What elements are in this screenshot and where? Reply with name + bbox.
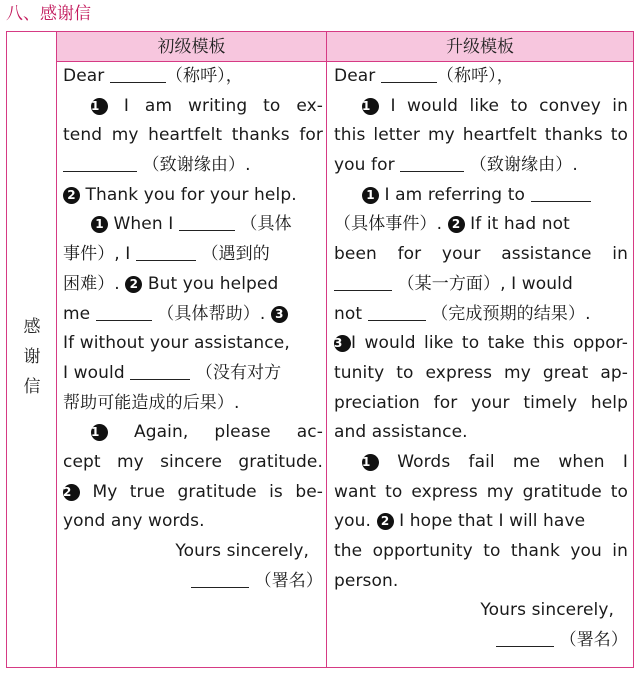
text-line: 1 I am writing to ex- — [91, 95, 323, 116]
text-line: If without your assistance, — [63, 333, 290, 354]
text-line: I would （没有对方 — [63, 362, 282, 383]
text-line: not （完成预期的结果）. — [334, 303, 591, 324]
fill-blank — [334, 272, 392, 291]
number-badge: 1 — [362, 187, 379, 204]
text-line: been for your assistance in — [334, 244, 628, 265]
text-line: （具体事件）. 2 If it had not — [334, 214, 570, 235]
text-line: 2 My true gratitude is be- — [63, 481, 323, 502]
number-badge: 2 — [448, 216, 465, 233]
number-badge: 2 — [377, 513, 394, 530]
text-line: Dear （称呼）， — [63, 66, 243, 86]
fill-blank — [130, 361, 190, 380]
number-badge: 3 — [271, 306, 288, 323]
text-line: preciation for your timely help — [334, 392, 628, 413]
section-title: 八、感谢信 — [6, 4, 91, 24]
closing-line: Yours sincerely, — [175, 541, 309, 561]
signature-line: （署名） — [334, 626, 628, 656]
text-line: （某一方面）, I would — [334, 270, 628, 300]
text-line: 困难）. 2 But you helped — [63, 273, 279, 294]
fill-blank — [136, 242, 196, 261]
fill-blank — [400, 153, 464, 172]
text-line: 帮助可能造成的后果）. — [63, 392, 240, 413]
text-line: Dear （称呼）， — [334, 66, 514, 86]
text-line: 2 Thank you for your help. — [63, 181, 323, 211]
basic-template-body — [63, 62, 323, 596]
text-line: yond any words. — [63, 511, 205, 532]
text-line: tend my heartfelt thanks for — [63, 125, 323, 146]
text-line: you for （致谢缘由）. — [334, 155, 578, 176]
side-label-char: 谢 — [23, 347, 41, 367]
header-advanced: 升级模板 — [327, 32, 633, 62]
side-column — [7, 32, 57, 667]
text-line: want to express my gratitude to — [334, 481, 628, 502]
text-line: 事件）, I （遇到的 — [63, 244, 270, 265]
text-line: （致谢缘由）. — [63, 151, 323, 181]
text-line: 1 I would like to convey in — [362, 95, 628, 116]
side-label-char: 信 — [23, 377, 41, 397]
number-badge: 2 — [63, 484, 80, 501]
text-line: and assistance. — [334, 422, 468, 443]
fill-blank — [110, 64, 166, 83]
text-line: me （具体帮助）. 3 — [63, 300, 323, 330]
text-line: this letter my heartfelt thanks to — [334, 125, 628, 146]
signature-line: （署名） — [63, 567, 323, 597]
number-badge: 1 — [91, 98, 108, 115]
text-line: 1 Again, please ac- — [91, 422, 323, 443]
fill-blank — [63, 153, 137, 172]
fill-blank — [531, 183, 591, 202]
fill-blank — [496, 628, 554, 647]
side-label — [7, 312, 57, 402]
number-badge: 3 — [334, 335, 351, 352]
number-badge: 1 — [91, 216, 108, 233]
header-basic: 初级模板 — [57, 32, 327, 62]
text-line: 3 I would like to take this oppor- — [334, 333, 628, 354]
text-line: 1 Words fail me when I — [362, 451, 628, 472]
number-badge: 1 — [362, 98, 379, 115]
number-badge: 2 — [125, 276, 142, 293]
advanced-template-body — [334, 62, 628, 656]
fill-blank — [191, 569, 249, 588]
number-badge: 1 — [362, 454, 379, 471]
fill-blank — [381, 64, 437, 83]
side-label-char: 感 — [23, 317, 41, 337]
column-divider — [326, 62, 327, 667]
text-line: 1 When I （具体 — [63, 210, 323, 240]
text-line: the opportunity to thank you in — [334, 541, 628, 561]
text-line: person. — [334, 570, 399, 591]
fill-blank — [179, 212, 235, 231]
template-table — [6, 31, 634, 668]
fill-blank — [368, 302, 426, 321]
text-line: tunity to express my great ap- — [334, 362, 628, 383]
text-line: cept my sincere gratitude. — [63, 451, 323, 472]
text-line: you. 2 I hope that I will have — [334, 511, 586, 532]
text-line: 1 I am referring to — [334, 181, 628, 211]
number-badge: 2 — [63, 187, 80, 204]
fill-blank — [96, 302, 152, 321]
number-badge: 1 — [91, 424, 108, 441]
closing-line: Yours sincerely, — [480, 600, 614, 621]
